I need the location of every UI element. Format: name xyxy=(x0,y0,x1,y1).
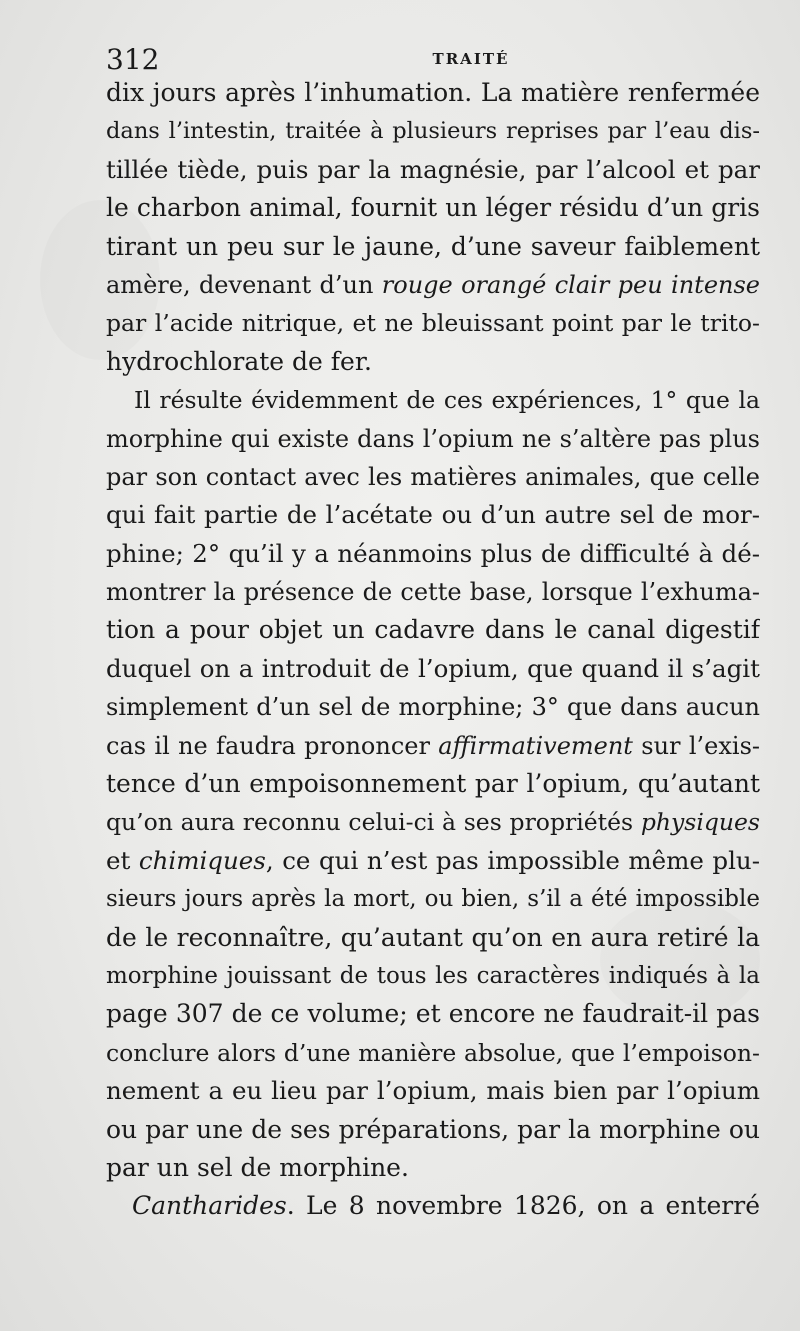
text-line: sieurs jours après la mort, ou bien, s’il a été impossible xyxy=(106,886,760,913)
italic-emphasis: affirmativement xyxy=(438,731,633,760)
text-line: le charbon animal, fournit un léger résidu d’un gris xyxy=(106,193,760,223)
text-line: tirant un peu sur le jaune, d’une saveur faiblement xyxy=(106,231,760,261)
text-line: hydrochlorate de fer. xyxy=(106,346,372,376)
text-line: de le reconnaître, qu’autant qu’on en aura retiré la xyxy=(106,922,760,952)
text-line: page 307 de ce volume; et encore ne faudrait-il pas xyxy=(106,999,760,1029)
text-line: qui fait partie de l’acétate ou d’un autre sel de mor- xyxy=(106,500,760,530)
text-line: amère, devenant d’un rouge orangé clair peu intense xyxy=(106,270,760,299)
text-line: cas il ne faudra prononcer affirmativement sur l’exis- xyxy=(106,731,760,760)
text-line: conclure alors d’une manière absolue, que l’empoison- xyxy=(106,1038,760,1067)
text-line: Il résulte évidemment de ces expériences, 1° que la xyxy=(134,386,760,415)
text-line: simplement d’un sel de morphine; 3° que dans aucun xyxy=(106,693,760,722)
text-line: par son contact avec les matières animales, que celle xyxy=(106,462,760,491)
page-number: 312 xyxy=(106,43,160,76)
running-head: TRAITÉ xyxy=(432,50,510,68)
italic-emphasis: physiques xyxy=(640,808,760,837)
text-line: Cantharides. Le 8 novembre 1826, on a enterré xyxy=(132,1191,760,1221)
text-line: tillée tiède, puis par la magnésie, par l’alcool et par xyxy=(106,154,760,184)
italic-emphasis: rouge orangé clair peu intense xyxy=(381,270,760,299)
text-line: par un sel de morphine. xyxy=(106,1152,409,1182)
text-line: qu’on aura reconnu celui-ci à ses propriétés physiques xyxy=(106,808,760,837)
text-line: dix jours après l’inhumation. La matière renfermée xyxy=(106,78,760,107)
body-text xyxy=(106,74,760,1226)
italic-emphasis: Cantharides xyxy=(132,1191,287,1221)
text-line: tion a pour objet un cadavre dans le canal digestif xyxy=(106,615,760,645)
text-line: duquel on a introduit de l’opium, que quand il s’agit xyxy=(106,653,760,683)
text-line: tence d’un empoisonnement par l’opium, qu’autant xyxy=(106,769,760,799)
text-line: nement a eu lieu par l’opium, mais bien par l’opium xyxy=(106,1076,760,1106)
text-line: et chimiques, ce qui n’est pas impossible même plu- xyxy=(106,845,760,875)
text-line: morphine jouissant de tous les caractères indiqués à la xyxy=(106,962,760,989)
text-line: par l’acide nitrique, et ne bleuissant point par le trito- xyxy=(106,309,760,338)
text-line: morphine qui existe dans l’opium ne s’altère pas plus xyxy=(106,424,760,453)
text-line: dans l’intestin, traitée à plusieurs reprises par l’eau dis- xyxy=(106,118,760,145)
text-line: montrer la présence de cette base, lorsque l’exhuma- xyxy=(106,578,760,607)
text-line: ou par une de ses préparations, par la morphine ou xyxy=(106,1114,760,1144)
italic-emphasis: chimiques xyxy=(138,845,266,875)
text-line: phine; 2° qu’il y a néanmoins plus de difficulté à dé- xyxy=(106,538,760,568)
